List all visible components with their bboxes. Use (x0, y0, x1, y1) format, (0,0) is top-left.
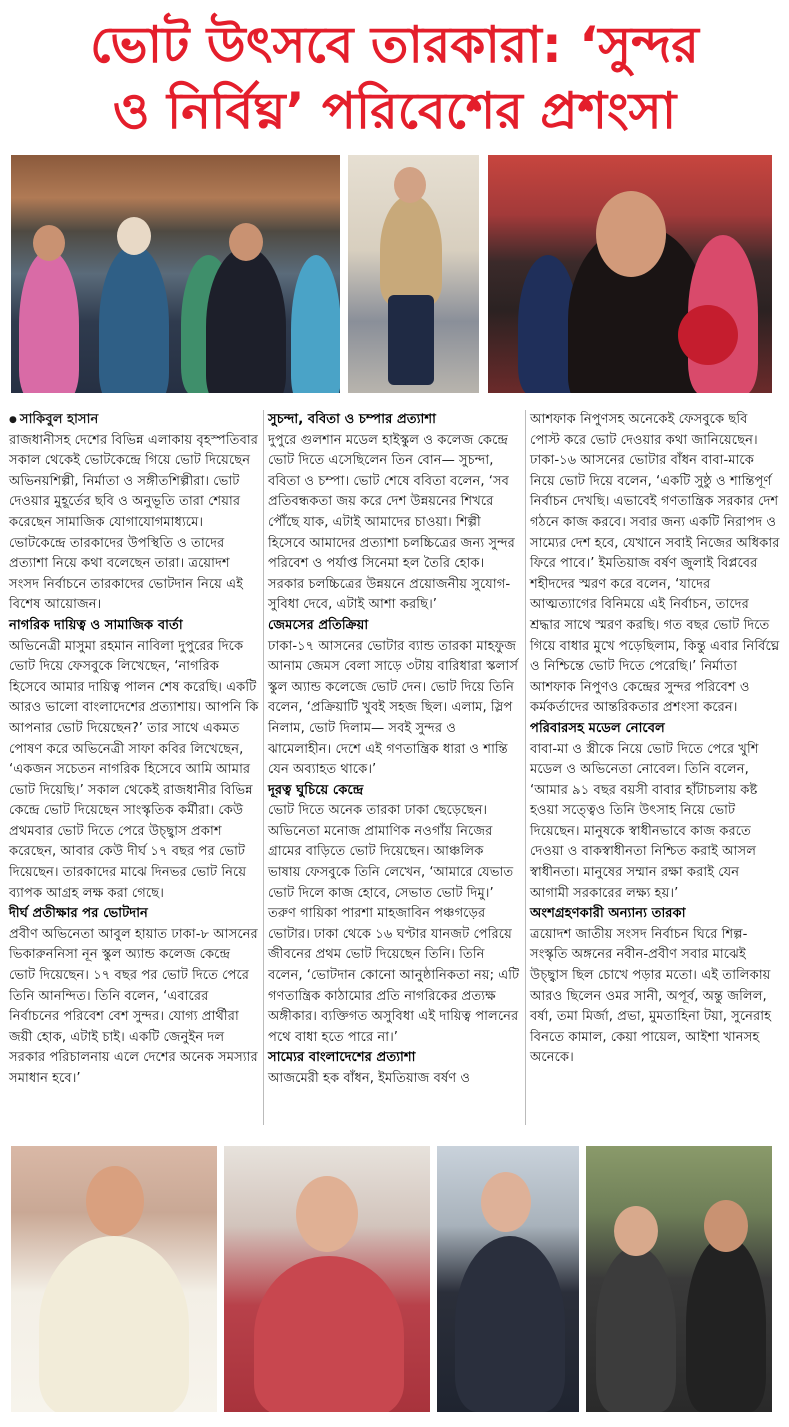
article-column-3 (530, 410, 780, 1069)
paragraph: ভোট দিতে অনেক তারকা ঢাকা ছেড়েছেন। অভিনেতা মনোজ প্রামাণিক নওগাঁয় নিজের গ্রামের বাড়িতে ভোট দিয়েছেন। আঞ্চলিক ভাষায় ফেসবুকে তিনি লেখেন, ‘আমারে যেভাত ভোট দিলে কাজ হোবে, সেভাত ভোট দিমু।’ তরুণ গায়িকা পারশা মাহজাবিন পঞ্চগড়ের ভোটার। ঢাকা থেকে ১৬ ঘণ্টার যানজট পেরিয়ে জীবনের প্রথম ভোট দিয়েছেন তিনি। তিনি বলেন, ‘ভোটদান কোনো আনুষ্ঠানিকতা নয়; এটি গণতান্ত্রিক কাঠামোর প্রতি নাগরিকের প্রত্যক্ষ অঙ্গীকার। ব্যক্তিগত অসুবিধা এই দায়িত্ব পালনের পথে বাধা হতে পারে না।’ (268, 803, 520, 1045)
photo-actress-black-white (437, 1146, 579, 1412)
paragraph: আশফাক নিপুণসহ অনেকেই ফেসবুকে ছবি পোস্ট করে ভোট দেওয়ার কথা জানিয়েছেন। ঢাকা-১৬ আসনের ভোটার বাঁধন বাবা-মাকে নিয়ে ভোট দিয়ে বলেন, ‘একটি সুষ্ঠু ও শান্তিপূর্ণ নির্বাচন দেখছি। এভাবেই গণতান্ত্রিক সরকার দেশ গঠনে কাজ করবে। সবার জন্য একটি নিরাপদ ও সাম্যের দেশ হবে, যেখানে সবাই নিজের অধিকার ফিরে পাবে।’ ইমতিয়াজ বর্ষণ জুলাই বিপ্লবের শহীদদের স্মরণ করে বলেন, ‘যাদের আত্মত্যাগের বিনিময়ে এই নির্বাচন, তাদের শ্রদ্ধার সাথে স্মরণ করছি। গত বছর ভোট দিতে গিয়ে বাধার মুখে পড়েছিলাম, কিন্তু এবার নির্বিঘ্নে ও নিশ্চিন্তে ভোট দিতে পেরেছি।’ নির্মাতা আশফাক নিপুণও কেন্দ্রের সুন্দর পরিবেশ ও কর্মকর্তাদের আন্তরিকতার প্রশংসা করেন। (530, 412, 780, 716)
article-column-1 (9, 410, 259, 1090)
subheading: দীর্ঘ প্রতীক্ষার পর ভোটদান (9, 906, 148, 922)
byline: ● সাকিবুল হাসান (9, 410, 259, 431)
subheading: সুচন্দা, ববিতা ও চম্পার প্রত্যাশা (268, 412, 436, 427)
headline-line-2: ও নির্বিঘ্ন’ পরিবেশের প্রশংসা (112, 82, 677, 140)
paragraph: প্রবীণ অভিনেতা আবুল হায়াত ঢাকা-৮ আসনের ভিকারুননিসা নূন স্কুল অ্যান্ড কলেজ কেন্দ্রে ভোট দিয়েছেন। ১৭ বছর পর ভোট দিতে পেরে তিনি আনন্দিত। তিনি বলেন, ‘এবারের নির্বাচনের পরিবেশ বেশ সুন্দর। যোগ্য প্রার্থীরা জয়ী হোক, এটাই চাই। একটি জেনুইন দল সরকার পরিচালনায় এলে দেশের অনেক সমস্যার সমাধান হবে।’ (9, 926, 258, 1086)
paragraph: বাবা-মা ও স্ত্রীকে নিয়ে ভোট দিতে পেরে খুশি মডেল ও অভিনেতা নোবেল। তিনি বলেন, ‘আমার ৯১ বছর বয়সী বাবার হাঁটাচলায় কষ্ট হওয়া সত্ত্বেও তিনি উৎসাহ নিয়ে ভোট দিয়েছেন। মানুষকে স্বাধীনভাবে কাজ করতে দেওয়া ও বাকস্বাধীনতা নিশ্চিত করাই আসল স্বাধীনতা। মানুষের সম্মান রক্ষা করাই যেন আগামী সরকারের লক্ষ্য হয়।’ (530, 741, 759, 901)
column-rule-1 (263, 410, 264, 1125)
subheading: অংশগ্রহণকারী অন্যান্য তারকা (530, 906, 686, 922)
article-column-2 (268, 410, 520, 1090)
photo-actress-red-dress (224, 1146, 430, 1412)
photo-elderly-man (348, 155, 479, 393)
headline-line-1: ভোট উৎসবে তারকারা: ‘সুন্দর (90, 16, 699, 74)
photo-speaking-actress (488, 155, 772, 393)
subheading: পরিবারসহ মডেল নোবেল (530, 720, 665, 736)
paragraph: ঢাকা-১৭ আসনের ভোটার ব্যান্ড তারকা মাহফুজ আনাম জেমস বেলা সাড়ে ৩টায় বারিধারা স্কলার্স স্কুল অ্যান্ড কলেজে ভোট দেন। ভোট দিয়ে তিনি বলেন, ‘প্রক্রিয়াটি খুবই সহজ ছিল। এলাম, স্লিপ নিলাম, ভোট দিলাম— সবই সুন্দর ও ঝামেলাহীন। দেশে এই গণতান্ত্রিক ধারা ও শান্তি যেন অব্যাহত থাকে।’ (268, 638, 519, 778)
paragraph: ত্রয়োদশ জাতীয় সংসদ নির্বাচন ঘিরে শিল্প-সংস্কৃতি অঙ্গনের নবীন-প্রবীণ সবার মাঝেই উচ্ছ্বাস ছিল চোখে পড়ার মতো। এই তালিকায় আরও ছিলেন ওমর সানী, অপূর্ব, অন্তু জলিল, বর্ষা, তমা মির্জা, প্রভা, মুমতাহিনা টয়া, সুনেরাহ বিনতে কামাল, কেয়া পায়েল, আইশা খানসহ অনেকে। (530, 926, 772, 1066)
paragraph: অভিনেত্রী মাসুমা রহমান নাবিলা দুপুরের দিকে ভোট দিয়ে ফেসবুকে লিখেছেন, ‘নাগরিক হিসেবে আমার দায়িত্ব পালন শেষ করেছি। একটি আরও ভালো বাংলাদেশের প্রত্যাশায়। আপনি কি আপনার ভোট দিয়েছেন?’ তার সাথে একমত পোষণ করে অভিনেত্রী সাফা কবির লিখেছেন, ‘একজন সচেতন নাগরিক হিসেবে আমি আমার ভোট দিয়েছি।’ সকাল থেকেই রাজধানীর বিভিন্ন কেন্দ্রে ভোট দিয়েছেন সাংস্কৃতিক কর্মীরা। কেউ প্রথমবার ভোট দিতে পেরে উচ্ছ্বাস প্রকাশ করেছেন, আবার কেউ দীর্ঘ ১৭ বছর পর ভোট দিয়েছেন। তারকাদের মাঝে দিনভর ভোট নিয়ে ব্যাপক আগ্রহ লক্ষ করা গেছে। (9, 638, 259, 901)
subheading: দূরত্ব ঘুচিয়ে কেন্দ্রে (268, 782, 364, 798)
intro-paragraph: রাজধানীসহ দেশের বিভিন্ন এলাকায় বৃহস্পতিবার সকাল থেকেই ভোটকেন্দ্রে গিয়ে ভোট দিয়েছেন অভিনয়শিল্পী, নির্মাতা ও সঙ্গীতশিল্পীরা। ভোট দেওয়ার মুহূর্তের ছবি ও অনুভূতি তারা শেয়ার করেছেন সামাজিক যোগাযোগমাধ্যমে। ভোটকেন্দ্রে তারকাদের উপস্থিতি ও তাদের প্রত্যাশা নিয়ে কথা বলেছেন তারা। ত্রয়োদশ সংসদ নির্বাচনে তারকাদের ভোটদান নিয়ে এই বিশেষ আয়োজন। (9, 432, 258, 613)
subheading: নাগরিক দায়িত্ব ও সামাজিক বার্তা (9, 617, 183, 633)
photo-actress-white (11, 1146, 217, 1412)
paragraph: দুপুরে গুলশান মডেল হাইস্কুল ও কলেজ কেন্দ্রে ভোট দিতে এসেছিলেন তিন বোন— সুচন্দা, ববিতা ও চম্পা। ভোট শেষে ববিতা বলেন, ‘সব প্রতিবন্ধকতা জয় করে দেশ উন্নয়নের শিখরে পৌঁছে যাক, এটাই আমাদের চাওয়া। শিল্পী হিসেবে আমাদের প্রত্যাশা চলচ্চিত্রের জন্য সুন্দর পরিবেশ ও পর্যাপ্ত সিনেমা হল তৈরি হোক। সরকার চলচ্চিত্রের উন্নয়নে প্রয়োজনীয় সুযোগ-সুবিধা দেবে, এটাই আশা করছি।’ (268, 432, 515, 613)
column-rule-2 (525, 410, 526, 1125)
subheading: সাম্যের বাংলাদেশের প্রত্যাশা (268, 1050, 416, 1066)
paragraph: আজমেরী হক বাঁধন, ইমতিয়াজ বর্ষণ ও (268, 1071, 471, 1086)
photo-group-celebrities (11, 155, 340, 393)
headline (0, 12, 789, 144)
photo-couple (586, 1146, 772, 1412)
subheading: জেমসের প্রতিক্রিয়া (268, 617, 369, 633)
